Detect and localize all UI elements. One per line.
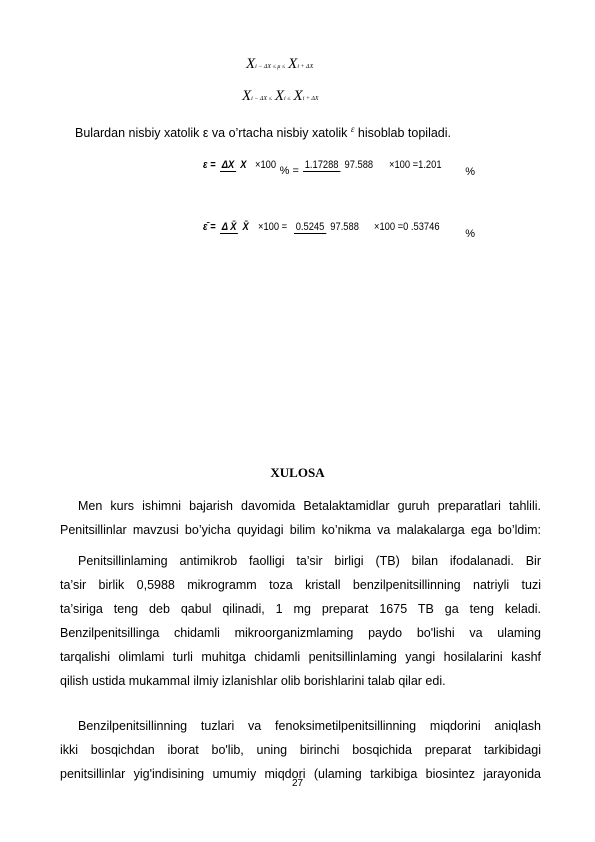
eq2-fraction-values (294, 221, 361, 234)
eq2-denominator: X̄ (242, 220, 249, 233)
page-number: 27 (291, 778, 304, 789)
eq2-lhs: ε̄ = (203, 221, 216, 233)
paragraph-line: ta’sir birlik 0,5988 mikrogramm toza kristall benzilpenitsillinning natriyli tuzi (60, 578, 541, 592)
eq2-numerator-value: 0.5245 (295, 220, 325, 233)
paragraph-line: Penitsillinlaming antimikrob faolligi ta’sir birligi (TB) bilan ifodalanadi. Bir (78, 554, 541, 568)
eq2-numerator: Δ X̄ (221, 220, 237, 233)
eq1-fraction (220, 159, 248, 172)
paragraph-line: Benzilpenitsillinning tuzlari va fenoksimetilpenitsillinning miqdorini aniqlash (78, 719, 541, 733)
paragraph-line: ta’siriga teng deb qabul qilinadi, 1 mg preparat 1675 TB ga teng keladi. (60, 602, 541, 616)
eq2-denominator-value: 97.588 (330, 220, 359, 233)
formula-x: X (246, 56, 256, 72)
paragraph-2 (60, 549, 541, 693)
paragraph-line: qilish ustida mukammal ilmiy izlanishlar olib borishlarini talab qilar edi. (60, 674, 446, 688)
intro-text-before: Bulardan nisbiy xatolik ε va o’rtacha nisbiy xatolik (75, 126, 348, 140)
formula-x: X (274, 88, 285, 104)
paragraph-line: Men kurs ishimni bajarish davomida Betalaktamidlar guruh preparatlari tahlili. (78, 499, 541, 513)
formula-x: X (288, 56, 298, 72)
eq1-lhs: ε = (203, 159, 216, 171)
eq1-fraction-values (303, 159, 375, 172)
formula-x: X (242, 88, 252, 104)
formula-interval-mu (246, 56, 316, 73)
eq2-unit: % (465, 228, 476, 240)
paragraph-line: ikki bosqichdan iborat bo'lib, uning birinchi bosqichida preparat tarkibidagi (60, 743, 541, 757)
epsilon-symbol: ε (350, 124, 355, 134)
eq2-fraction (220, 221, 250, 234)
eq2-result: ×100 =0 .53746 (374, 221, 440, 233)
paragraph-line: penitsillinlar yig'indisining umumiy miqdori (ulaming tarkibiga biosintez jarayonida (60, 767, 541, 781)
formula-x: X (293, 88, 303, 104)
eq1-denominator-value: 97.588 (344, 158, 374, 171)
eq1-percent-equals: % = (279, 165, 299, 177)
eq1-numerator: ΔX (221, 158, 234, 171)
paragraph-3 (60, 714, 541, 786)
paragraph-1 (60, 494, 541, 542)
eq1-result: ×100 =1.201 (389, 159, 442, 171)
equation-mean-relative-error (203, 214, 475, 240)
formula-lower-bound: i − ΔX ≤ (251, 96, 272, 102)
eq2-times: ×100 = (257, 221, 287, 233)
eq1-times: ×100 (254, 159, 276, 171)
intro-text (75, 124, 451, 140)
paragraph-line: Penitsillinlar mavzusi bo’yicha quyidagi bilim ko’nikma va malakalarga ega bo’ldim: (60, 523, 541, 537)
intro-text-after: hisoblab topiladi. (357, 126, 452, 140)
formula-upper-bound: i + ΔX (297, 64, 314, 70)
eq1-unit: % (465, 166, 475, 178)
formula-mid: i ≤ (284, 96, 291, 102)
formula-upper-bound: i + ΔX (302, 96, 319, 102)
paragraph-line: Benzilpenitsillinga chidamli mikroorganizmlaming paydo bo'lishi va ulaming (60, 626, 541, 640)
equation-relative-error (203, 152, 475, 178)
paragraph-line: tarqalishi olimlami turli muhitga chidamli penitsillinlaming yangi hosilalarini kashf (60, 650, 541, 664)
eq1-numerator-value: 1.17288 (304, 158, 339, 171)
formula-interval-x (242, 88, 322, 105)
formula-lower-bound: i − ΔX ≤ μ ≤ (255, 64, 286, 70)
eq1-denominator: X (239, 158, 247, 171)
section-title: XULOSA (270, 465, 325, 480)
